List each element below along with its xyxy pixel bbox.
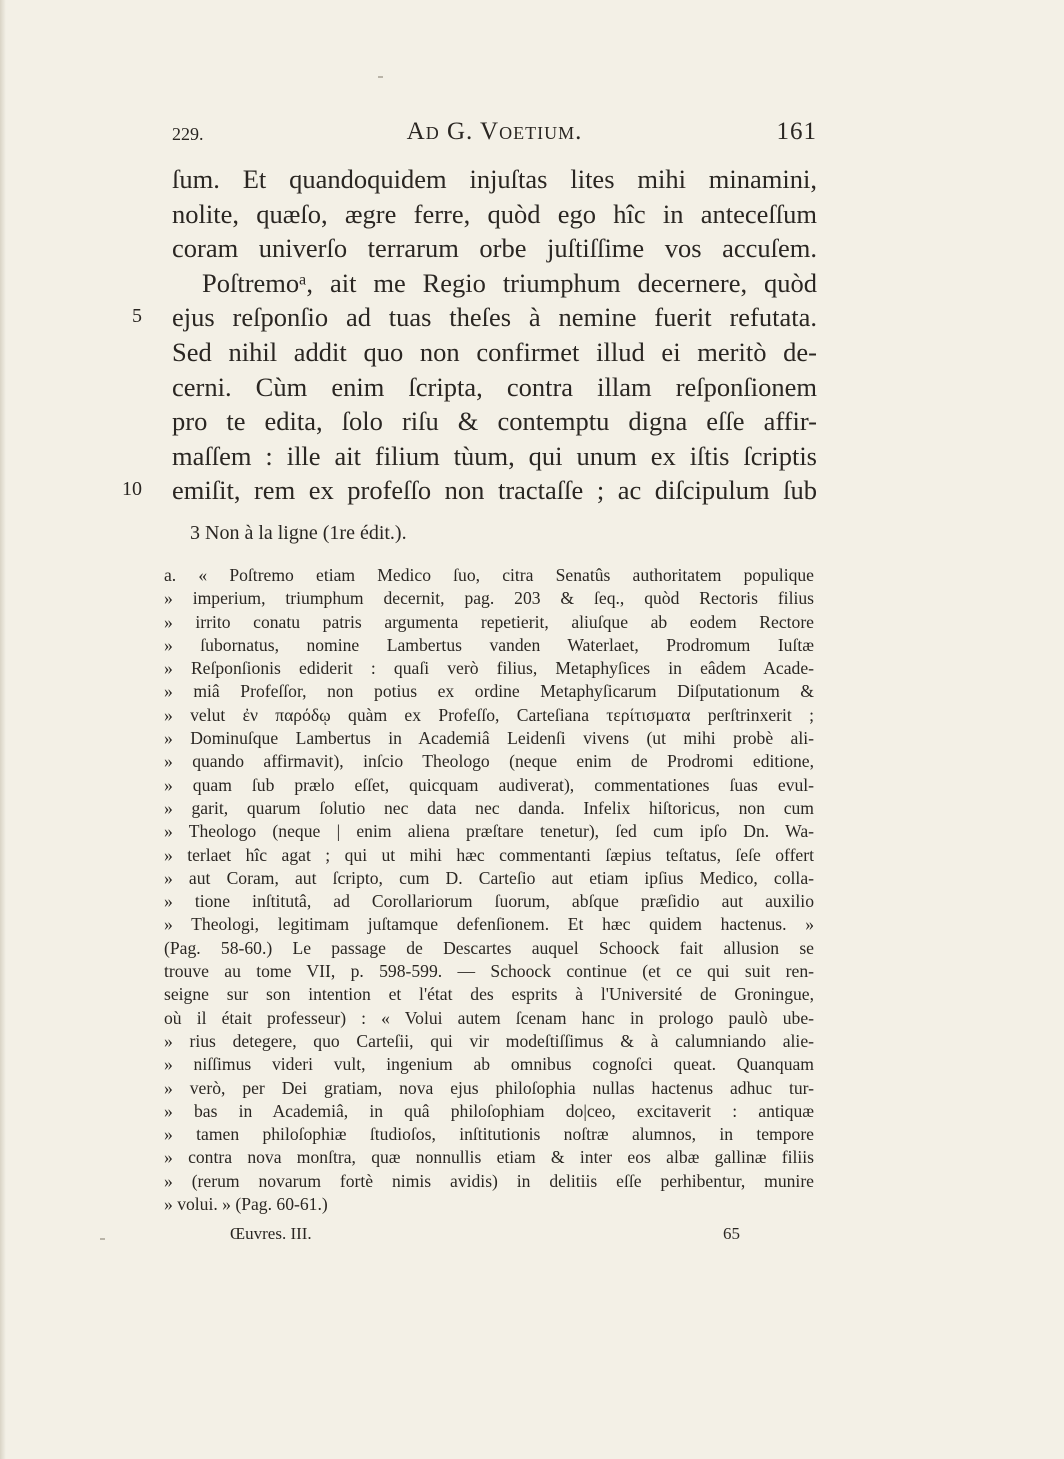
footnote-line: » rius detegere, quo Carteſii, qui vir modeſtiſſimus & à calumniando alie- (164, 1030, 814, 1051)
footnote-line: seigne sur son intention et l'état des esprits à l'Université de Groningue, (164, 984, 814, 1005)
footnote-line: trouve au tome VII, p. 598-599. — Schoock continue (et ce qui suit ren- (164, 961, 814, 982)
footnote-line: » (rerum novarum fortè nimis avidis) in delitiis eſſe perhibentur, munire (164, 1170, 814, 1191)
footnote-line: » tione inſtitutâ, ad Corollariorum ſuorum, abſque præſidio aut auxilio (164, 891, 814, 912)
page-number: 161 (776, 118, 817, 145)
footnote-line: » Theologi, legitimam juſtamque defenſionem. Et hæc quidem hactenus. » (164, 914, 814, 935)
letter-number: 229. (172, 124, 204, 144)
running-title: Ad G. Voetium. (406, 118, 583, 145)
main-line: ſum. Et quandoquidem injuſtas lites mihi minamini, (172, 164, 817, 194)
footnote-line: » irrito conatu patris argumenta repetierit, aliuſque ab eodem Rectore (164, 611, 814, 632)
main-line: Poſtremoᵃ, ait me Regio triumphum decernere, quòd (202, 267, 817, 298)
variant-note: 3 Non à la ligne (1re édit.). (190, 522, 407, 544)
main-line: ejus reſponſio ad tuas theſes à nemine fuerit refutata. (172, 302, 817, 333)
footnote-line: » contra nova monſtra, quæ nonnullis etiam & inter eos albæ gallinæ filiis (164, 1147, 814, 1168)
footnote-line: » terlaet hîc agat ; qui ut mihi hæc commentanti ſæpius teſtatus, ſeſe offert (164, 844, 814, 865)
footnote-line: » tamen philoſophiæ ſtudioſos, inſtitutionis noſtræ alumnos, in tempore (164, 1124, 814, 1145)
main-line: nolite, quæſo, ægre ferre, quòd ego hîc in anteceſſum (172, 198, 817, 229)
main-line: coram univerſo terrarum orbe juſtiſſime vos accuſem. (172, 233, 817, 264)
ink-speck (378, 76, 383, 78)
main-line: pro te edita, ſolo riſu & contemptu digna eſſe affir- (172, 406, 817, 437)
main-line: Sed nihil addit quo non confirmet illud ei meritò de- (172, 336, 817, 367)
footnote-line: » velut ἐν παρόδῳ quàm ex Profeſſo, Carteſiana τερίτισματα perſtrinxerit ; (164, 704, 814, 725)
running-header (172, 118, 817, 150)
footnote-line: » aut Coram, aut ſcripto, cum D. Carteſio aut etiam ipſius Medico, colla- (164, 867, 814, 888)
footnote-line: » Theologo (neque | enim aliena præſtare tenetur), ſed cum ipſo Dn. Wa- (164, 821, 814, 842)
signature-mark: Œuvres. III. (230, 1224, 312, 1243)
footnote-line: » volui. » (Pag. 60-61.) (164, 1194, 328, 1215)
footnote-line: » niſſimus videri vult, ingenium ab omnibus cognoſci queat. Quanquam (164, 1054, 814, 1075)
footnote-line: » quam ſub prælo eſſet, quicquam audiverat), commentationes ſuas evul- (164, 774, 814, 795)
page-footer (230, 1224, 750, 1248)
footnote-line: » quando affirmavit), inſcio Theologo (neque enim de Prodromi editione, (164, 751, 814, 772)
main-line: cerni. Cùm enim ſcripta, contra illam reſponſionem (172, 371, 817, 402)
footnote-a (164, 564, 814, 1216)
line-marker-10: 10 (122, 478, 142, 500)
footnote-line: » ſubornatus, nomine Lambertus vanden Waterlaet, Prodromum Iuſtæ (164, 634, 814, 655)
footnote-line: » Dominuſque Lambertus in Academiâ Leidenſi vivens (ut mihi probè ali- (164, 728, 814, 749)
footnote-line: où il était professeur) : « Volui autem ſcenam hanc in prologo paulò ube- (164, 1007, 814, 1028)
footnote-line: » imperium, triumphum decernit, pag. 203 & ſeq., quòd Rectoris filius (164, 588, 814, 609)
page-edge (0, 0, 6, 1459)
main-text (172, 162, 817, 508)
footnote-line: » verò, per Dei gratiam, nova ejus philoſophia nullas hactenus adhuc tur- (164, 1077, 814, 1098)
line-marker-5: 5 (132, 305, 142, 327)
footnote-line: a. « Poſtremo etiam Medico ſuo, citra Senatûs authoritatem populique (164, 565, 814, 585)
main-line: maſſem : ille ait filium tùum, qui unum ex iſtis ſcriptis (172, 440, 817, 471)
footnote-line: » miâ Profeſſor, non potius ex ordine Metaphyſicarum Diſputationum & (164, 681, 814, 702)
main-line: emiſit, rem ex profeſſo non tractaſſe ; ac diſcipulum ſub (172, 475, 817, 506)
footnote-line: » Reſponſionis ediderit : quaſi verò filius, Metaphyſices in eâdem Acade- (164, 658, 814, 679)
footnote-line: » garit, quarum ſolutio nec data nec danda. Infelix hiſtoricus, non cum (164, 797, 814, 818)
footnote-line: (Pag. 58-60.) Le passage de Descartes auquel Schoock fait allusion se (164, 937, 814, 958)
footnote-line: » bas in Academiâ, in quâ philoſophiam do|ceo, excitaverit : antiquæ (164, 1100, 814, 1121)
sheet-number: 65 (723, 1224, 740, 1243)
ink-speck (100, 1238, 105, 1240)
